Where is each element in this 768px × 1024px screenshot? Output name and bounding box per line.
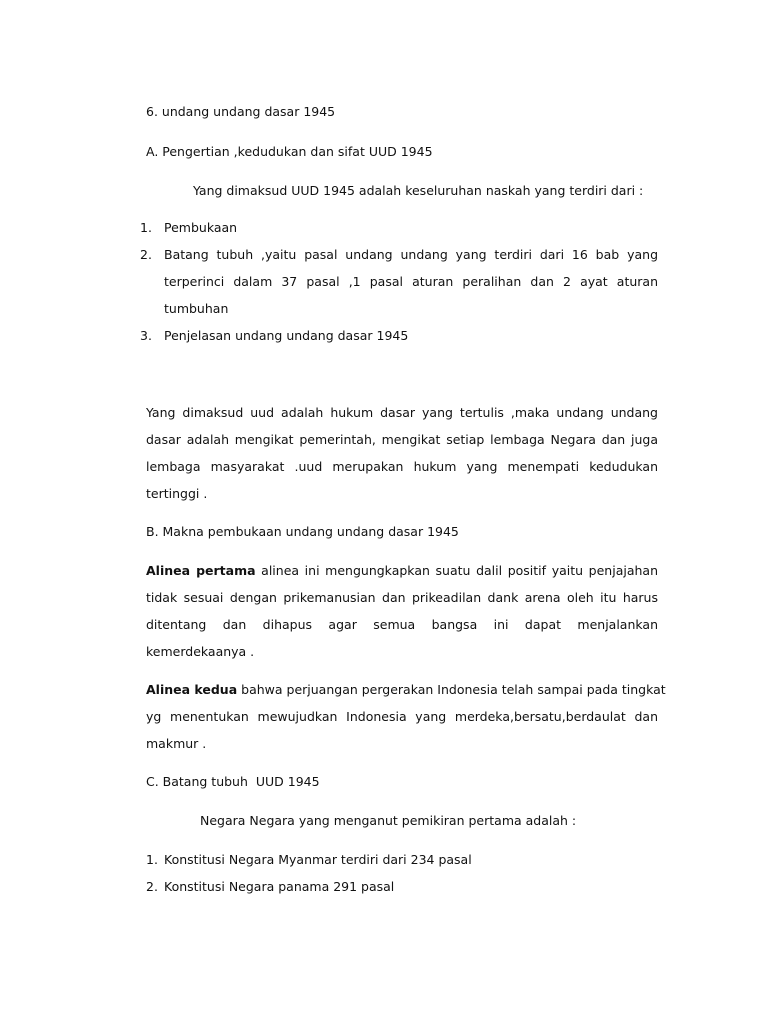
section-title: 6. undang undang dasar 1945 — [146, 104, 336, 119]
list-a-item-1: Pembukaan — [164, 220, 238, 235]
list-a-item-2-line-3: tumbuhan — [164, 301, 229, 316]
list-a-item-2-line-2: terperinci dalam 37 pasal ,1 pasal aturan peralihan dan 2 ayat aturan — [164, 274, 658, 289]
section-a-intro: Yang dimaksud UUD 1945 adalah keseluruhan naskah yang terdiri dari : — [193, 183, 644, 198]
alinea-2-line-2: yg menentukan mewujudkan Indonesia yang merdeka,bersatu,berdaulat dan — [146, 709, 658, 724]
alinea-1-line-1 — [146, 563, 658, 579]
list-c-item-2: Konstitusi Negara panama 291 pasal — [164, 879, 395, 894]
alinea-1-line-3: ditentang dan dihapus agar semua bangsa ini dapat menjalankan — [146, 617, 658, 632]
paragraph-line-3: lembaga masyarakat .uud merupakan hukum yang menempati kedudukan — [146, 459, 658, 474]
alinea-2-line-1 — [146, 682, 666, 698]
list-a-num-3: 3. — [140, 328, 152, 343]
list-c-num-1: 1. — [146, 852, 158, 867]
alinea-2-line-3: makmur . — [146, 736, 207, 751]
section-c-heading: C. Batang tubuh UUD 1945 — [146, 774, 320, 789]
alinea-1-line-2: tidak sesuai dengan prikemanusian dan prikeadilan dank arena oleh itu harus — [146, 590, 658, 605]
list-a-num-2: 2. — [140, 247, 152, 262]
list-a-item-2-line-1: Batang tubuh ,yaitu pasal undang undang yang terdiri dari 16 bab yang — [164, 247, 658, 262]
list-c-item-1: Konstitusi Negara Myanmar terdiri dari 234 pasal — [164, 852, 472, 867]
section-a-heading: A. Pengertian ,kedudukan dan sifat UUD 1945 — [146, 144, 433, 159]
alinea-1-label: Alinea pertama — [146, 563, 256, 578]
list-a-num-1: 1. — [140, 220, 152, 235]
section-c-intro: Negara Negara yang menganut pemikiran pertama adalah : — [200, 813, 577, 828]
alinea-1-line-4: kemerdekaanya . — [146, 644, 255, 659]
list-a-item-3: Penjelasan undang undang dasar 1945 — [164, 328, 409, 343]
alinea-1-text-1: alinea ini mengungkapkan suatu dalil positif yaitu penjajahan — [261, 563, 658, 578]
list-c-num-2: 2. — [146, 879, 158, 894]
paragraph-line-4: tertinggi . — [146, 486, 208, 501]
paragraph-line-1: Yang dimaksud uud adalah hukum dasar yang tertulis ,maka undang undang — [146, 405, 658, 420]
alinea-2-label: Alinea kedua — [146, 682, 238, 697]
section-b-heading: B. Makna pembukaan undang undang dasar 1945 — [146, 524, 459, 539]
paragraph-line-2: dasar adalah mengikat pemerintah, mengikat setiap lembaga Negara dan juga — [146, 432, 658, 447]
alinea-2-text-1: bahwa perjuangan pergerakan Indonesia telah sampai pada tingkat — [241, 682, 666, 697]
